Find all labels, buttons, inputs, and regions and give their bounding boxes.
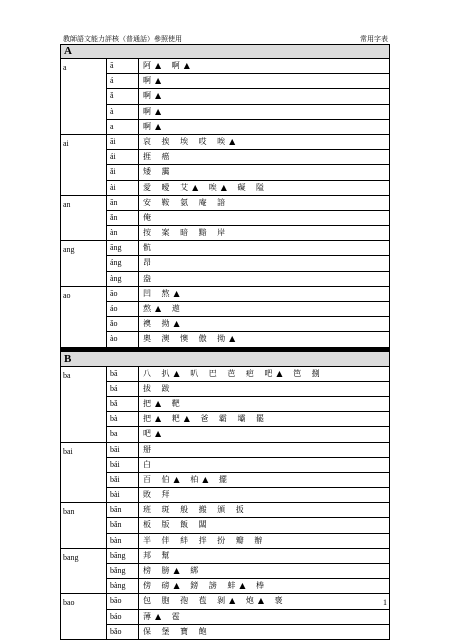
table-row bbox=[107, 594, 389, 609]
syllable-initial: bai bbox=[61, 443, 107, 503]
pinyin-cell: bǎo bbox=[107, 625, 139, 639]
characters-cell: 凹 熬▲ bbox=[143, 288, 184, 298]
pinyin-cell: àng bbox=[107, 272, 139, 286]
table-row bbox=[107, 105, 389, 120]
syllable-initial: a bbox=[61, 59, 107, 134]
characters-cell: 盎 bbox=[143, 273, 155, 283]
table-row bbox=[107, 226, 389, 240]
pinyin-cell: ba bbox=[107, 427, 139, 441]
characters-cell: 骯 bbox=[143, 243, 155, 253]
table-row bbox=[107, 503, 389, 518]
pinyin-cell: bā bbox=[107, 367, 139, 381]
table-row bbox=[107, 458, 389, 473]
characters-cell: 百 伯▲ 柏▲ 擺 bbox=[143, 474, 231, 484]
characters-cell: 半 伴 絆 拌 扮 瓣 辦 bbox=[143, 535, 267, 545]
characters-cell: 吧▲ bbox=[143, 429, 166, 439]
pinyin-cell: bá bbox=[107, 382, 139, 396]
table-row bbox=[107, 317, 389, 332]
header-subtitle: 常用字表 bbox=[360, 35, 388, 43]
pinyin-cell: ǎi bbox=[107, 165, 139, 179]
table-row bbox=[107, 473, 389, 488]
syllable-initial: ai bbox=[61, 135, 107, 195]
syllable-group bbox=[61, 196, 389, 242]
characters-cell: 襖 拗▲ bbox=[143, 319, 184, 329]
pinyin-cell: bǎ bbox=[107, 397, 139, 411]
table-row bbox=[107, 412, 389, 427]
pinyin-cell: báo bbox=[107, 610, 139, 624]
character-table bbox=[60, 44, 390, 640]
pinyin-cell: bāi bbox=[107, 443, 139, 457]
characters-cell: 傍 磅▲ 鎊 謗 蚌▲ 棒 bbox=[143, 581, 269, 591]
pinyin-cell: bài bbox=[107, 488, 139, 502]
table-row bbox=[107, 427, 389, 441]
pinyin-cell: à bbox=[107, 105, 139, 119]
syllable-group bbox=[61, 135, 389, 196]
table-row bbox=[107, 211, 389, 226]
syllable-initial: ba bbox=[61, 367, 107, 442]
characters-cell: 把▲ 靶 bbox=[143, 398, 184, 408]
characters-cell: 安 鞍 氨 庵 諳 bbox=[143, 197, 230, 207]
pinyin-cell: ān bbox=[107, 196, 139, 210]
characters-cell: 包 胞 孢 苞 剝▲ 炮▲ 褒 bbox=[143, 596, 287, 606]
characters-cell: 昂 bbox=[143, 258, 155, 268]
characters-cell: 啊▲ bbox=[143, 91, 166, 101]
pinyin-cell: ǎ bbox=[107, 89, 139, 103]
pinyin-cell: ǎo bbox=[107, 317, 139, 331]
table-row bbox=[107, 272, 389, 286]
characters-cell: 板 版 飯 闆 bbox=[143, 520, 211, 530]
characters-cell: 白 bbox=[143, 459, 155, 469]
syllable-initial: bao bbox=[61, 594, 107, 639]
characters-cell: 熬▲ 遨 bbox=[143, 304, 184, 313]
pinyin-cell: ǎn bbox=[107, 211, 139, 225]
table-row bbox=[107, 549, 389, 564]
characters-cell: 八 扒▲ 叭 巴 芭 疤 吧▲ 笆 捌 bbox=[143, 368, 324, 378]
characters-cell: 啊▲ bbox=[143, 121, 166, 131]
pinyin-cell: àn bbox=[107, 226, 139, 240]
characters-cell: 俺 bbox=[143, 212, 155, 222]
table-row bbox=[107, 488, 389, 502]
characters-cell: 拔 跋 bbox=[143, 383, 174, 393]
characters-cell: 矮 靄 bbox=[143, 167, 174, 177]
characters-cell: 愛 曖 艾▲ 唉▲ 礙 隘 bbox=[143, 182, 269, 192]
table-row bbox=[107, 382, 389, 397]
table-row bbox=[107, 625, 389, 639]
characters-cell: 啊▲ bbox=[143, 106, 166, 116]
table-row bbox=[107, 135, 389, 150]
pinyin-cell: bái bbox=[107, 458, 139, 472]
pinyin-cell: áo bbox=[107, 302, 139, 316]
header-title: 教師語文能力評核（普通話）參照使用 bbox=[63, 35, 182, 43]
syllable-initial: bang bbox=[61, 549, 107, 594]
pinyin-cell: bāo bbox=[107, 594, 139, 608]
syllable-initial: ao bbox=[61, 287, 107, 347]
pinyin-cell: bān bbox=[107, 503, 139, 517]
pinyin-cell: bàng bbox=[107, 579, 139, 593]
pinyin-cell: bāng bbox=[107, 549, 139, 563]
table-row bbox=[107, 579, 389, 593]
syllable-group bbox=[61, 287, 389, 348]
table-row bbox=[107, 332, 389, 346]
page-header bbox=[60, 34, 390, 44]
table-row bbox=[107, 367, 389, 382]
table-row bbox=[107, 196, 389, 211]
characters-cell: 掰 bbox=[143, 444, 155, 454]
syllable-group bbox=[61, 59, 389, 135]
syllable-initial: ang bbox=[61, 241, 107, 286]
pinyin-cell: āo bbox=[107, 287, 139, 301]
syllable-group bbox=[61, 443, 389, 504]
characters-cell: 榜 膀▲ 綁 bbox=[143, 566, 203, 575]
pinyin-cell: bǎng bbox=[107, 564, 139, 578]
pinyin-cell: ái bbox=[107, 150, 139, 164]
characters-cell: 班 斑 般 搬 頒 扳 bbox=[143, 505, 248, 515]
table-row bbox=[107, 241, 389, 256]
table-row bbox=[107, 74, 389, 89]
table-row bbox=[107, 610, 389, 625]
pinyin-cell: á bbox=[107, 74, 139, 88]
table-row bbox=[107, 150, 389, 165]
characters-cell: 阿▲ 啊▲ bbox=[143, 61, 194, 70]
pinyin-cell: bǎn bbox=[107, 518, 139, 532]
pinyin-cell: a bbox=[107, 120, 139, 134]
table-row bbox=[107, 59, 389, 74]
syllable-initial: an bbox=[61, 196, 107, 241]
pinyin-cell: bàn bbox=[107, 534, 139, 548]
pinyin-cell: ào bbox=[107, 332, 139, 346]
table-row bbox=[107, 256, 389, 271]
table-row bbox=[107, 397, 389, 412]
syllable-group bbox=[61, 549, 389, 595]
pinyin-cell: áng bbox=[107, 256, 139, 270]
section-header: B bbox=[61, 348, 389, 367]
pinyin-cell: bǎi bbox=[107, 473, 139, 487]
pinyin-cell: bà bbox=[107, 412, 139, 426]
syllable-group bbox=[61, 594, 389, 639]
page-number: 1 bbox=[383, 598, 387, 607]
characters-cell: 捱 癌 bbox=[143, 152, 174, 162]
characters-cell: 邦 幫 bbox=[143, 550, 174, 560]
characters-cell: 保 堡 寶 飽 bbox=[143, 626, 211, 636]
section-header: A bbox=[61, 45, 389, 59]
syllable-group bbox=[61, 367, 389, 443]
table-row bbox=[107, 165, 389, 180]
table-row bbox=[107, 564, 389, 579]
characters-cell: 按 案 暗 黯 岸 bbox=[143, 228, 230, 238]
syllable-group bbox=[61, 241, 389, 287]
table-row bbox=[107, 181, 389, 195]
table-row bbox=[107, 518, 389, 533]
characters-cell: 敗 拜 bbox=[143, 490, 174, 500]
pinyin-cell: ā bbox=[107, 59, 139, 73]
table-row bbox=[107, 287, 389, 302]
syllable-group bbox=[61, 503, 389, 549]
characters-cell: 把▲ 耙▲ 爸 霸 壩 罷 bbox=[143, 414, 269, 424]
table-row bbox=[107, 443, 389, 458]
pinyin-cell: āi bbox=[107, 135, 139, 149]
table-row bbox=[107, 120, 389, 134]
characters-cell: 奧 澳 懊 傲 拗▲ bbox=[143, 334, 240, 344]
table-row bbox=[107, 534, 389, 548]
syllable-initial: ban bbox=[61, 503, 107, 548]
pinyin-cell: ài bbox=[107, 181, 139, 195]
table-row bbox=[107, 89, 389, 104]
characters-cell: 哀 挨 埃 哎 唉▲ bbox=[143, 136, 240, 146]
characters-cell: 薄▲ 雹 bbox=[143, 611, 184, 621]
pinyin-cell: āng bbox=[107, 241, 139, 255]
table-row bbox=[107, 302, 389, 317]
characters-cell: 啊▲ bbox=[143, 76, 166, 86]
